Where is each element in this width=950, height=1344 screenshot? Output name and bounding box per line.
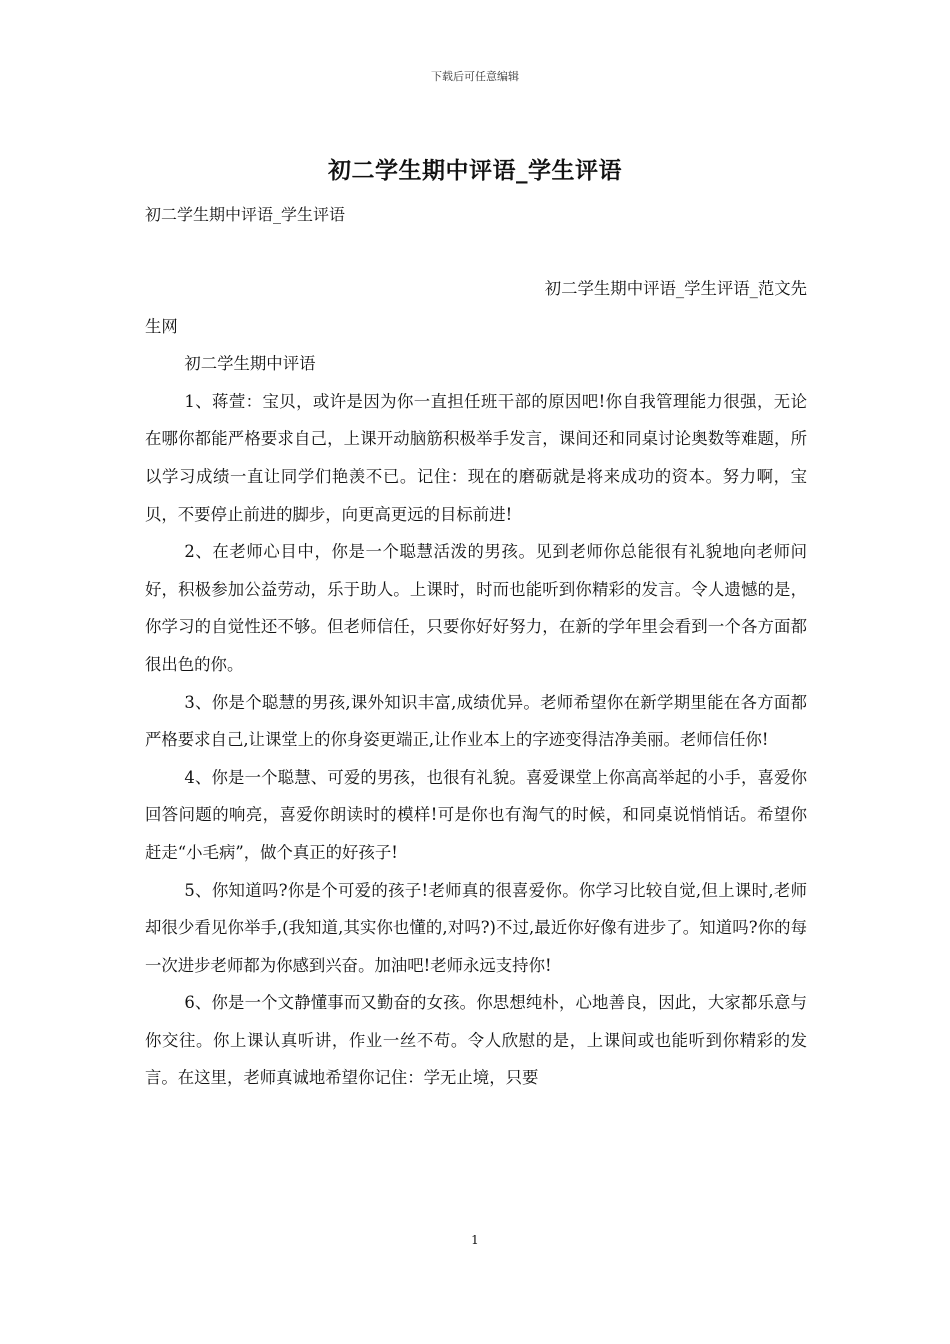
document-subtitle: 初二学生期中评语_学生评语 (145, 205, 346, 224)
source-line: 初二学生期中评语_学生评语_范文先 (544, 279, 807, 298)
document-body (145, 270, 807, 1097)
comment-paragraph-2: 2、在老师心目中，你是一个聪慧活泼的男孩。见到老师你总能很有礼貌地向老师问好，积极参加公益劳动，乐于助人。上课时，时而也能听到你精彩的发言。令人遗憾的是，你学习的自觉性还不够。但老师信任，只要你好好努力，在新的学年里会看到一个各方面都很出色的你。 (145, 542, 807, 674)
header-note: 下载后可任意编辑 (431, 70, 519, 83)
page-number: 1 (471, 1233, 479, 1247)
document-title: 初二学生期中评语_学生评语 (328, 157, 622, 184)
comment-paragraph-6: 6、你是一个文静懂事而又勤奋的女孩。你思想纯朴，心地善良，因此，大家都乐意与你交往。你上课认真听讲，作业一丝不苟。令人欣慰的是，上课间或也能听到你精彩的发言。在这里，老师真诚地希望你记住：学无止境，只要 (145, 993, 807, 1088)
source-line-continued: 生网 (145, 316, 178, 336)
comment-paragraph-4: 4、你是一个聪慧、可爱的男孩，也很有礼貌。喜爱课堂上你高高举起的小手，喜爱你回答问题的响亮，喜爱你朗读时的模样!可是你也有淘气的时候，和同桌说悄悄话。希望你赶走“小毛病”，做个真正的好孩子! (145, 767, 807, 862)
comment-paragraph-3: 3、你是个聪慧的男孩,课外知识丰富,成绩优异。老师希望你在新学期里能在各方面都严格要求自己,让课堂上的你身姿更端正,让作业本上的字迹变得洁净美丽。老师信任你! (145, 692, 807, 750)
section-heading: 初二学生期中评语 (184, 354, 316, 374)
comment-paragraph-5: 5、你知道吗?你是个可爱的孩子!老师真的很喜爱你。你学习比较自觉,但上课时,老师却很少看见你举手,(我知道,其实你也懂的,对吗?)不过,最近你好像有进步了。知道吗?你的每一次进步老师都为你感到兴奋。加油吧!老师永远支持你! (145, 880, 807, 975)
comment-paragraph-1: 1、蒋萱：宝贝，或许是因为你一直担任班干部的原因吧!你自我管理能力很强，无论在哪你都能严格要求自己，上课开动脑筋积极举手发言，课间还和同桌讨论奥数等难题，所以学习成绩一直让同学们艳羡不已。记住：现在的磨砺就是将来成功的资本。努力啊，宝贝，不要停止前进的脚步，向更高更远的目标前进! (145, 391, 807, 524)
